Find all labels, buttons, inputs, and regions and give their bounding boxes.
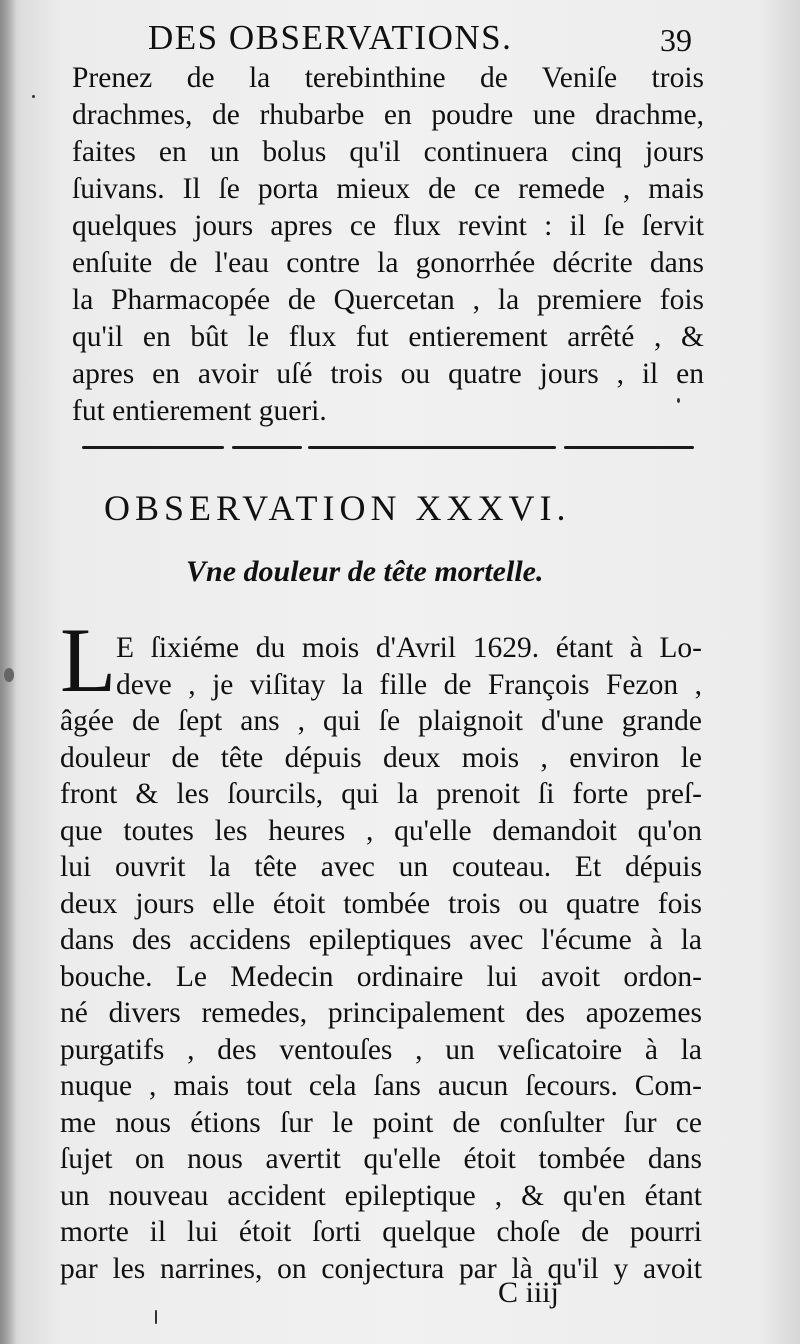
ink-speck <box>677 398 680 403</box>
text-line: nuque , mais tout cela ſans aucun ſecours. Com- <box>60 1070 702 1102</box>
text-line: par les narrines, on conjectura par là qu'il y avoit <box>60 1252 702 1285</box>
text-line: qu'il en bût le flux fut entierement arrêté , & <box>72 321 704 353</box>
text-line: quelques jours apres ce flux revint : il ſe ſervit <box>72 210 704 242</box>
text-line: né divers remedes, principalement des apozemes <box>60 997 702 1029</box>
text-line: douleur de tête dépuis deux mois , environ le <box>60 741 702 774</box>
text-line: que toutes les heures , qu'elle demandoit qu'on <box>60 814 702 847</box>
text-line: front & les ſourcils, qui la prenoit ſi forte preſ- <box>60 778 702 810</box>
text-line: enſuite de l'eau contre la gonorrhée décrite dans <box>72 247 704 279</box>
top-paragraph <box>72 60 704 430</box>
text-line: deve , je viſitay la fille de François Fezon , <box>116 668 702 701</box>
observation-subtitle: Vne douleur de tête mortelle. <box>186 555 544 588</box>
running-title: DES OBSERVATIONS. <box>148 18 513 57</box>
text-line: fut entierement gueri. <box>72 395 327 427</box>
catchword-signature: C iiij <box>498 1276 559 1309</box>
text-line: dans des accidens epileptiques avec l'écume à la <box>60 924 702 956</box>
text-line: la Pharmacopée de Quercetan , la premiere fois <box>72 284 704 316</box>
text-line: E ſixiéme du mois d'Avril 1629. étant à Lo- <box>116 632 702 664</box>
text-line: Prenez de la terebinthine de Veniſe trois <box>72 62 704 94</box>
observation-title: OBSERVATION XXXVI. <box>104 488 571 528</box>
section-divider-rule <box>82 445 694 451</box>
text-line: âgée de ſept ans , qui ſe plaignoit d'une grande <box>60 705 702 737</box>
ink-speck <box>32 95 35 98</box>
page-number: 39 <box>660 22 692 58</box>
drop-cap-initial: L <box>60 609 117 711</box>
text-line: apres en avoir uſé trois ou quatre jours , il en <box>72 358 704 390</box>
observation-body <box>60 630 702 1287</box>
text-line: bouche. Le Medecin ordinaire lui avoit ordon- <box>60 960 702 993</box>
text-line: me nous étions ſur le point de conſulter ſur ce <box>60 1106 702 1139</box>
text-line: ſujet on nous avertit qu'elle étoit tombée dans <box>60 1143 702 1175</box>
text-line: lui ouvrit la tête avec un couteau. Et dépuis <box>60 851 702 883</box>
text-line: drachmes, de rhubarbe en poudre une drachme, <box>72 99 704 131</box>
text-line: morte il lui étoit ſorti quelque choſe de pourri <box>60 1216 702 1248</box>
text-line: purgatifs , des ventouſes , un veſicatoire à la <box>60 1033 702 1066</box>
text-line: ſuivans. Il ſe porta mieux de ce remede , mais <box>72 173 704 205</box>
ink-speck <box>155 1310 157 1324</box>
text-line: faites en un bolus qu'il continuera cinq jours <box>72 136 704 168</box>
text-line: deux jours elle étoit tombée trois ou quatre fois <box>60 887 702 920</box>
ink-speck <box>4 668 14 682</box>
text-line: un nouveau accident epileptique , & qu'en étant <box>60 1179 702 1212</box>
